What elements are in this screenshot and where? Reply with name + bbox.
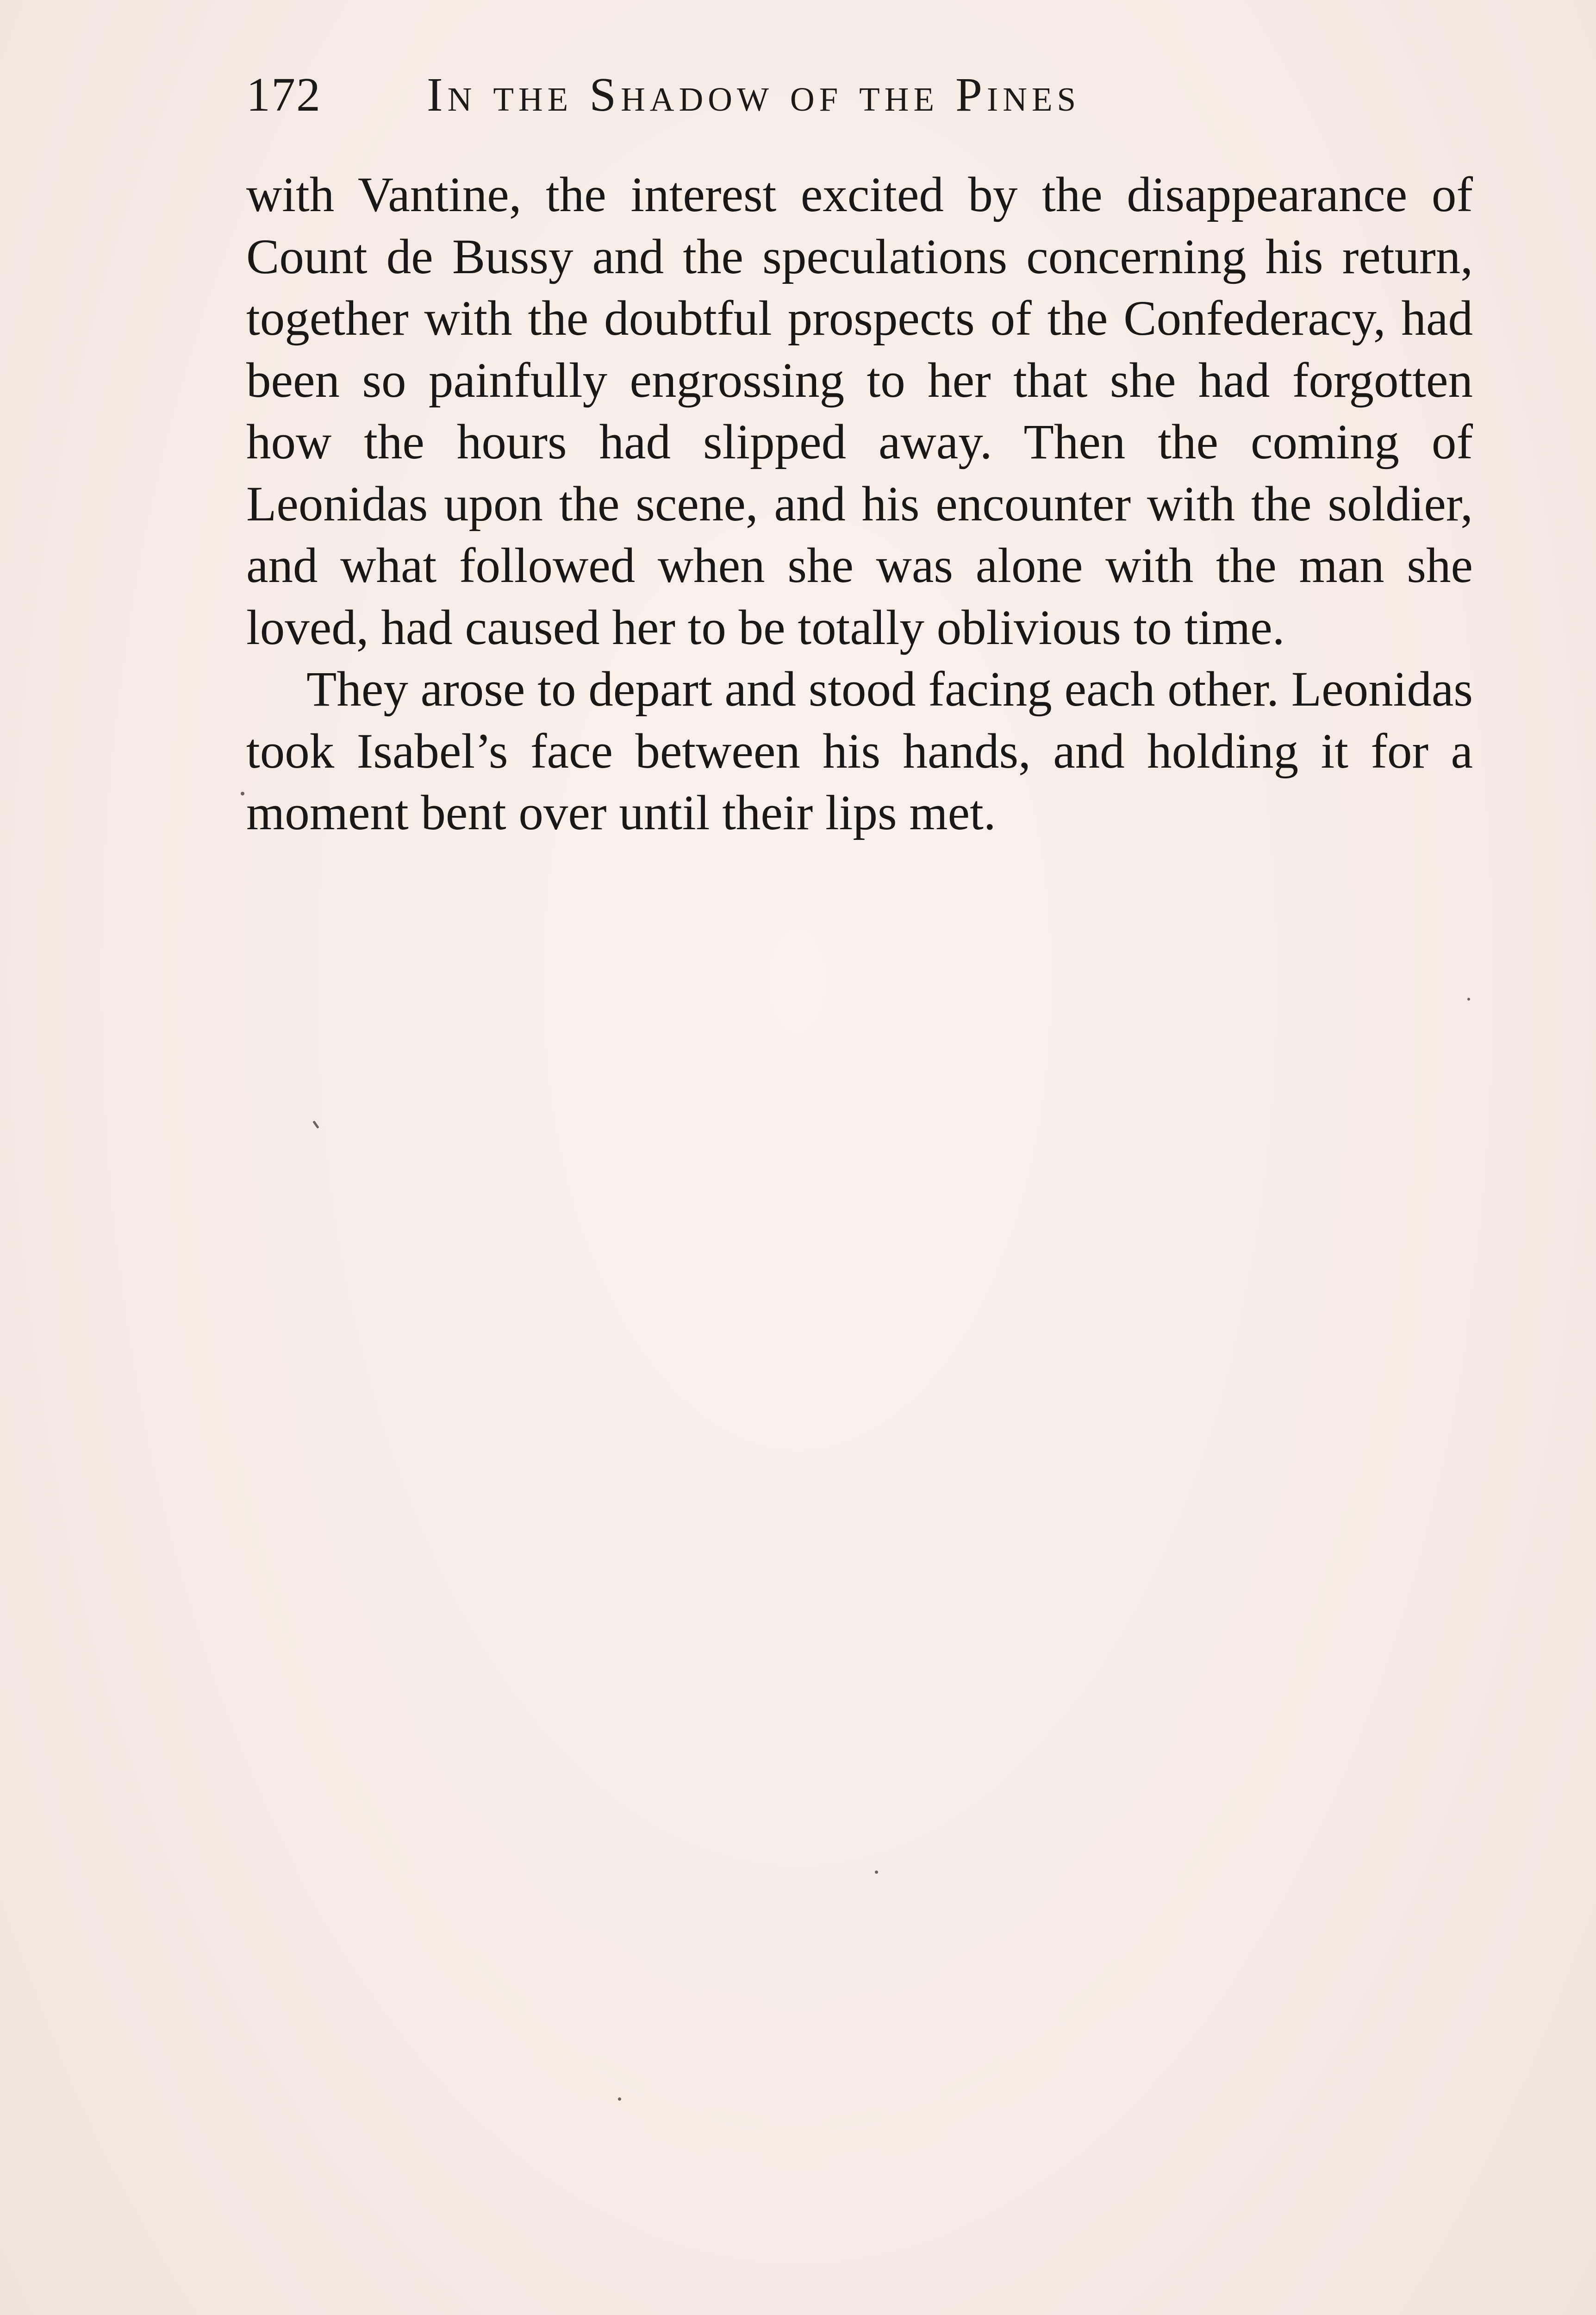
paper-speck	[312, 1120, 319, 1129]
page-header	[246, 65, 1478, 125]
body-text	[246, 164, 1473, 845]
paper-speck	[241, 792, 244, 795]
paragraph-1: with Vantine, the interest excited by the disappearance of Count de Bussy and the speculations concerning his return, together with the doubtful prospects of the Confederacy, had been so painfully engrossing to her that she had forgotten how the hours had slipped away. Then the coming of Leonidas upon the scene, and his encounter with the soldier, and what followed when she was alone with the man she loved, had caused her to be totally oblivious to time.	[246, 168, 1473, 655]
paragraph-2: They arose to depart and stood facing each other. Leonidas took Isabel’s face between his hands, and holding it for a moment bent over until their lips met.	[246, 662, 1473, 840]
running-head: In the Shadow of the Pines	[427, 68, 1081, 121]
page-number: 172	[246, 68, 321, 121]
paper-speck	[1467, 998, 1470, 1001]
paper-speck	[618, 2097, 621, 2101]
paper-speck	[875, 1871, 878, 1874]
